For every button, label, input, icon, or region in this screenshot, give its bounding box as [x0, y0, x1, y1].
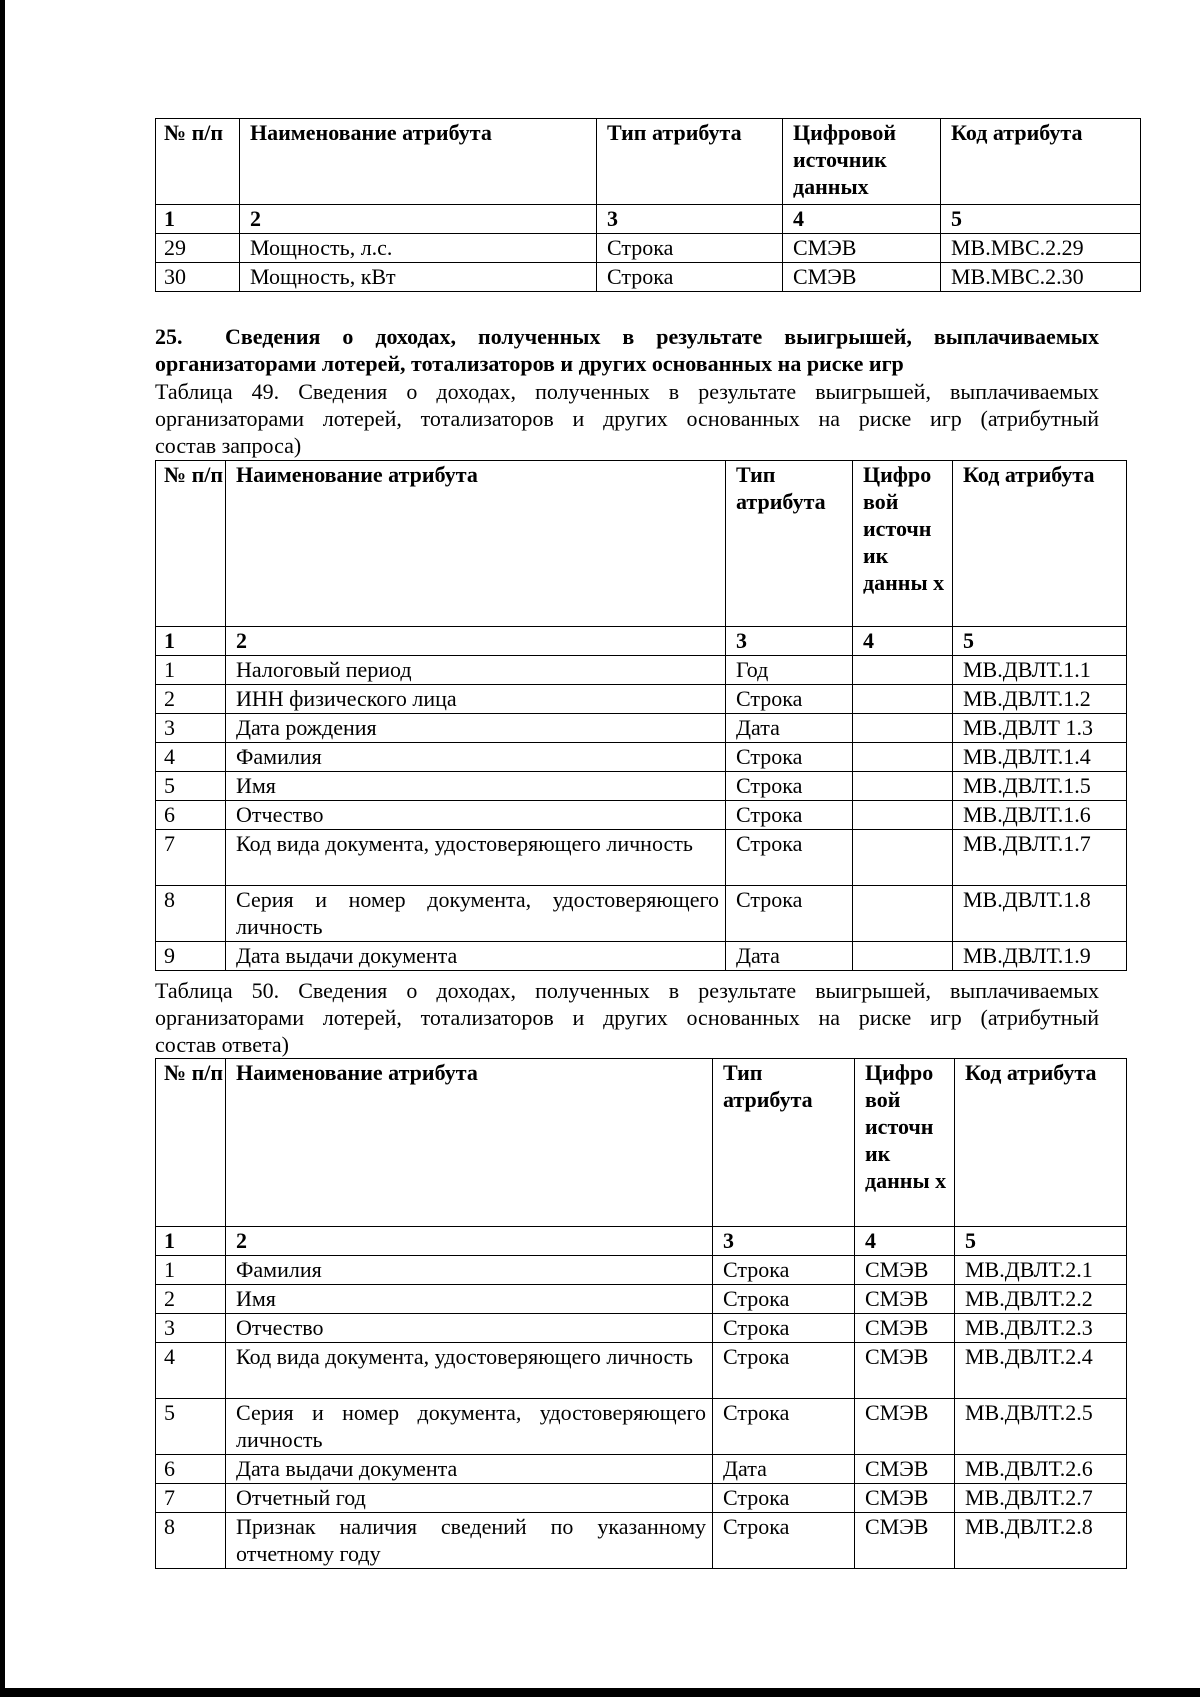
attribute-type: Строка [597, 234, 783, 263]
data-source [853, 685, 953, 714]
column-number: 2 [240, 205, 597, 234]
data-source: СМЭВ [855, 1399, 955, 1455]
table-row [156, 656, 1127, 685]
attribute-code: МВ.ДВЛТ.1.7 [953, 830, 1127, 886]
header-cell: Наименование атрибута [226, 1059, 713, 1227]
section-title-line2: организаторами лотерей, тотализаторов и других основанных на риске игр [155, 351, 904, 376]
data-source: СМЭВ [855, 1513, 955, 1569]
attribute-name: Мощность, л.с. [240, 234, 597, 263]
caption-line: Таблица 49. Сведения о доходах, полученных в результате выигрышей, выплачиваемых [155, 379, 1099, 404]
row-index: 4 [156, 743, 226, 772]
attribute-name: Серия и номер документа, удостоверяющего личность [226, 1399, 713, 1455]
attribute-name: Фамилия [226, 1256, 713, 1285]
header-cell: Тип атрибута [726, 461, 853, 627]
attribute-type: Строка [726, 886, 853, 942]
header-cell: Наименование атрибута [226, 461, 726, 627]
attribute-name: Налоговый период [226, 656, 726, 685]
attribute-code: МВ.МВС.2.29 [941, 234, 1141, 263]
table-row [156, 1314, 1127, 1343]
column-number: 3 [597, 205, 783, 234]
row-index: 2 [156, 1285, 226, 1314]
row-index: 6 [156, 801, 226, 830]
attribute-name: Отчество [226, 1314, 713, 1343]
data-source [853, 656, 953, 685]
attribute-name: Отчетный год [226, 1484, 713, 1513]
caption-line: организаторами лотерей, тотализаторов и других основанных на риске игр (атрибутный [155, 1005, 1099, 1030]
attribute-code: МВ.ДВЛТ.2.5 [955, 1399, 1127, 1455]
attribute-type: Дата [726, 942, 853, 971]
attribute-type: Год [726, 656, 853, 685]
caption-line: Таблица 50. Сведения о доходах, полученных в результате выигрышей, выплачиваемых [155, 978, 1099, 1003]
table-row [156, 234, 1141, 263]
data-source [853, 886, 953, 942]
header-cell: Код атрибута [953, 461, 1127, 627]
column-number: 5 [953, 627, 1127, 656]
table-header-row [156, 119, 1141, 205]
table49 [155, 460, 1127, 971]
header-cell: № п/п [156, 119, 240, 205]
scan-border-left [0, 0, 5, 1697]
row-index: 8 [156, 886, 226, 942]
attribute-type: Строка [713, 1314, 855, 1343]
row-index: 29 [156, 234, 240, 263]
row-index: 2 [156, 685, 226, 714]
attribute-name: Имя [226, 1285, 713, 1314]
table-row [156, 1513, 1127, 1569]
attribute-code: МВ.ДВЛТ 1.3 [953, 714, 1127, 743]
table-row [156, 1455, 1127, 1484]
attribute-code: МВ.ДВЛТ.1.2 [953, 685, 1127, 714]
table-row [156, 1285, 1127, 1314]
table-row [156, 801, 1127, 830]
table-row [156, 263, 1141, 292]
attribute-code: МВ.МВС.2.30 [941, 263, 1141, 292]
column-number-row [156, 1227, 1127, 1256]
row-index: 7 [156, 1484, 226, 1513]
data-source: СМЭВ [855, 1455, 955, 1484]
table50-caption [155, 977, 1099, 1058]
table-row [156, 942, 1127, 971]
column-number: 4 [855, 1227, 955, 1256]
attribute-type: Строка [726, 830, 853, 886]
attribute-name: Фамилия [226, 743, 726, 772]
attribute-code: МВ.ДВЛТ.1.5 [953, 772, 1127, 801]
header-cell: № п/п [156, 1059, 226, 1227]
header-cell: Тип атрибута [713, 1059, 855, 1227]
attribute-type: Строка [713, 1285, 855, 1314]
attribute-type: Строка [713, 1513, 855, 1569]
attribute-type: Строка [713, 1256, 855, 1285]
table-row [156, 714, 1127, 743]
attribute-code: МВ.ДВЛТ.2.3 [955, 1314, 1127, 1343]
caption-line: состав запроса) [155, 433, 302, 458]
attribute-type: Строка [726, 685, 853, 714]
column-number: 1 [156, 205, 240, 234]
attribute-type: Строка [726, 772, 853, 801]
attribute-type: Дата [726, 714, 853, 743]
data-source [853, 743, 953, 772]
table-top [155, 118, 1141, 292]
attribute-type: Строка [726, 801, 853, 830]
attribute-code: МВ.ДВЛТ.1.9 [953, 942, 1127, 971]
header-cell: Код атрибута [955, 1059, 1127, 1227]
scan-border-bottom [0, 1688, 1200, 1697]
attribute-code: МВ.ДВЛТ.2.1 [955, 1256, 1127, 1285]
caption-line: состав ответа) [155, 1032, 289, 1057]
data-source: СМЭВ [855, 1484, 955, 1513]
row-index: 9 [156, 942, 226, 971]
section-title-line1: Сведения о доходах, полученных в результате выигрышей, выплачиваемых [225, 324, 1099, 349]
data-source: СМЭВ [855, 1314, 955, 1343]
attribute-code: МВ.ДВЛТ.1.6 [953, 801, 1127, 830]
table49-caption [155, 378, 1099, 459]
attribute-type: Строка [713, 1343, 855, 1399]
table-row [156, 685, 1127, 714]
attribute-code: МВ.ДВЛТ.2.6 [955, 1455, 1127, 1484]
table-header-row [156, 461, 1127, 627]
row-index: 1 [156, 656, 226, 685]
attribute-name: Признак наличия сведений по указанному отчетному году [226, 1513, 713, 1569]
column-number: 2 [226, 627, 726, 656]
attribute-name: Дата рождения [226, 714, 726, 743]
row-index: 6 [156, 1455, 226, 1484]
column-number: 3 [713, 1227, 855, 1256]
data-source: СМЭВ [855, 1256, 955, 1285]
attribute-name: Мощность, кВт [240, 263, 597, 292]
table-row [156, 1343, 1127, 1399]
row-index: 5 [156, 772, 226, 801]
data-source: СМЭВ [783, 263, 941, 292]
column-number: 1 [156, 1227, 226, 1256]
column-number: 3 [726, 627, 853, 656]
table-header-row [156, 1059, 1127, 1227]
attribute-code: МВ.ДВЛТ.1.1 [953, 656, 1127, 685]
row-index: 3 [156, 714, 226, 743]
header-cell: Цифро вой источн ик данны х [855, 1059, 955, 1227]
header-cell: Цифро вой источн ик данны х [853, 461, 953, 627]
data-source [853, 772, 953, 801]
attribute-name: ИНН физического лица [226, 685, 726, 714]
attribute-type: Дата [713, 1455, 855, 1484]
attribute-code: МВ.ДВЛТ.2.4 [955, 1343, 1127, 1399]
table50 [155, 1058, 1127, 1569]
attribute-type: Строка [713, 1484, 855, 1513]
table-row [156, 830, 1127, 886]
attribute-code: МВ.ДВЛТ.2.8 [955, 1513, 1127, 1569]
attribute-name: Код вида документа, удостоверяющего личность [226, 1343, 713, 1399]
attribute-name: Дата выдачи документа [226, 942, 726, 971]
row-index: 3 [156, 1314, 226, 1343]
row-index: 7 [156, 830, 226, 886]
header-cell: Тип атрибута [597, 119, 783, 205]
table-row [156, 1399, 1127, 1455]
table-row [156, 1256, 1127, 1285]
column-number: 1 [156, 627, 226, 656]
attribute-name: Код вида документа, удостоверяющего личность [226, 830, 726, 886]
column-number: 5 [941, 205, 1141, 234]
column-number: 4 [853, 627, 953, 656]
column-number-row [156, 205, 1141, 234]
data-source [853, 714, 953, 743]
data-source: СМЭВ [855, 1343, 955, 1399]
data-source [853, 801, 953, 830]
attribute-name: Отчество [226, 801, 726, 830]
row-index: 8 [156, 1513, 226, 1569]
attribute-name: Серия и номер документа, удостоверяющего личность [226, 886, 726, 942]
data-source: СМЭВ [783, 234, 941, 263]
row-index: 1 [156, 1256, 226, 1285]
section-heading [155, 323, 1099, 377]
attribute-code: МВ.ДВЛТ.1.8 [953, 886, 1127, 942]
column-number: 2 [226, 1227, 713, 1256]
attribute-code: МВ.ДВЛТ.2.2 [955, 1285, 1127, 1314]
header-cell: Код атрибута [941, 119, 1141, 205]
row-index: 5 [156, 1399, 226, 1455]
column-number-row [156, 627, 1127, 656]
data-source [853, 830, 953, 886]
column-number: 4 [783, 205, 941, 234]
attribute-code: МВ.ДВЛТ.2.7 [955, 1484, 1127, 1513]
header-cell: Цифровой источник данных [783, 119, 941, 205]
row-index: 30 [156, 263, 240, 292]
header-cell: Наименование атрибута [240, 119, 597, 205]
attribute-name: Имя [226, 772, 726, 801]
caption-line: организаторами лотерей, тотализаторов и других основанных на риске игр (атрибутный [155, 406, 1099, 431]
header-cell: № п/п [156, 461, 226, 627]
column-number: 5 [955, 1227, 1127, 1256]
row-index: 4 [156, 1343, 226, 1399]
table-row [156, 743, 1127, 772]
attribute-type: Строка [713, 1399, 855, 1455]
table-row [156, 886, 1127, 942]
attribute-code: МВ.ДВЛТ.1.4 [953, 743, 1127, 772]
attribute-type: Строка [726, 743, 853, 772]
section-number: 25. [155, 324, 183, 349]
data-source [853, 942, 953, 971]
table-row [156, 1484, 1127, 1513]
attribute-name: Дата выдачи документа [226, 1455, 713, 1484]
data-source: СМЭВ [855, 1285, 955, 1314]
attribute-type: Строка [597, 263, 783, 292]
table-row [156, 772, 1127, 801]
